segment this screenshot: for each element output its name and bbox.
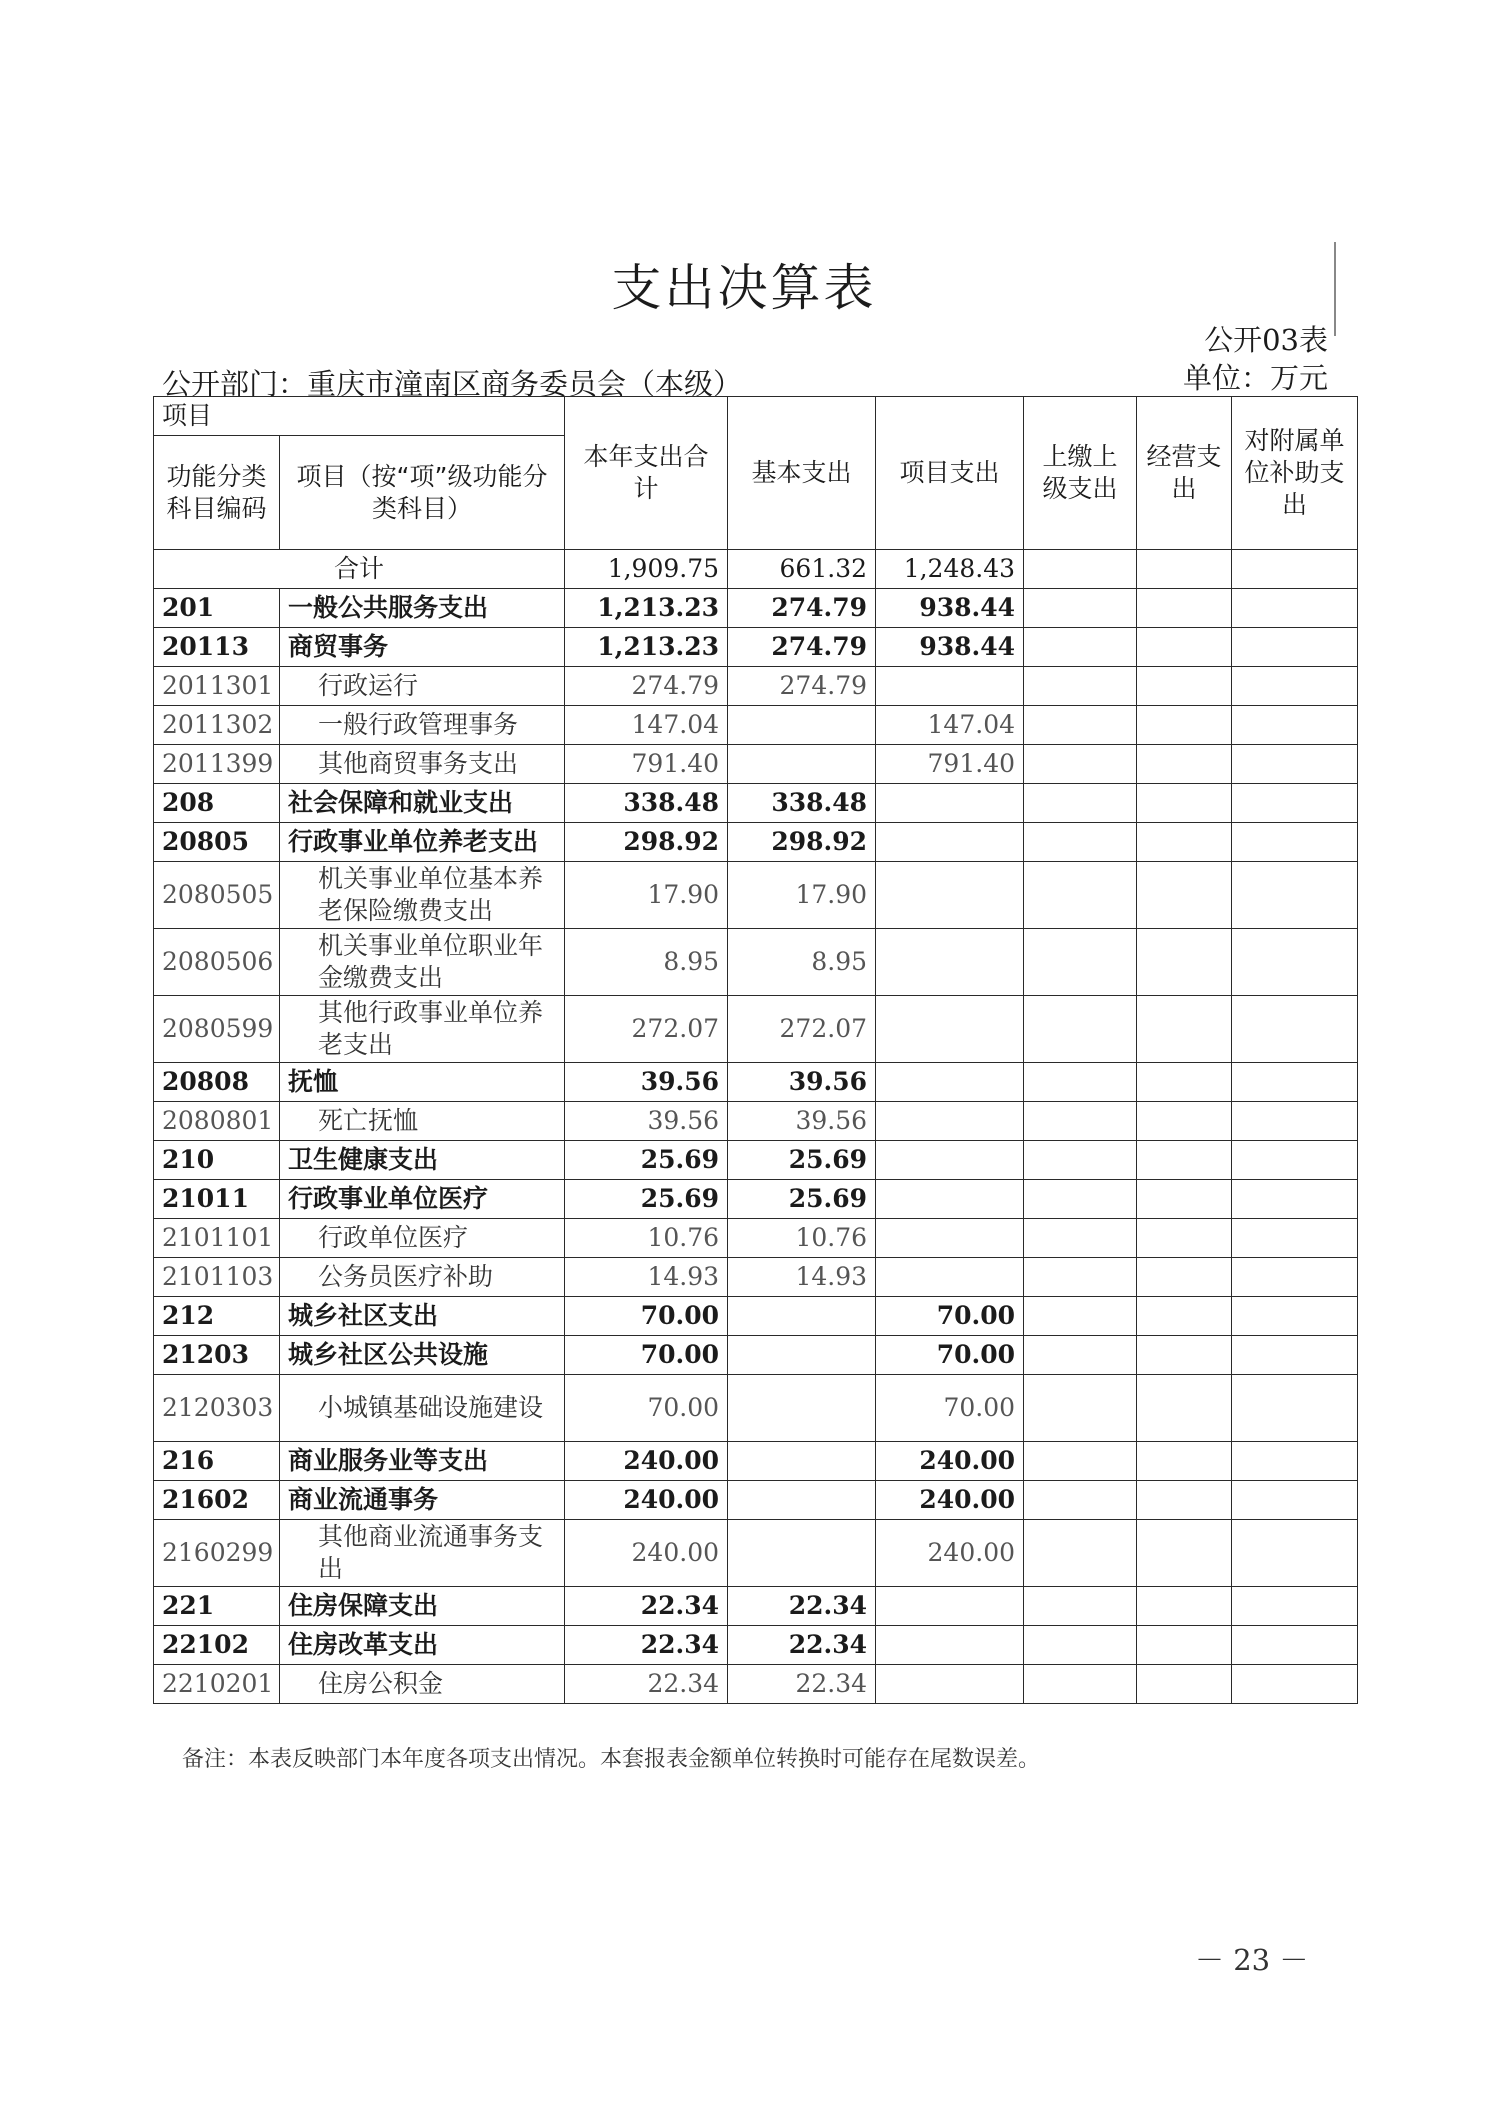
total-cell: 240.00: [565, 1520, 728, 1587]
superior-cell: [1024, 1375, 1137, 1442]
footnote: 备注：本表反映部门本年度各项支出情况。本套报表金额单位转换时可能存在尾数误差。: [182, 1747, 1041, 1772]
superior-cell: [1024, 1102, 1137, 1141]
name-cell: 死亡抚恤: [280, 1102, 565, 1141]
superior-cell: [1024, 862, 1137, 929]
code-cell: 2210201: [154, 1665, 280, 1704]
subsidy-cell: [1232, 1102, 1358, 1141]
business-cell: [1137, 996, 1232, 1063]
basic-cell: 274.79: [728, 589, 876, 628]
code-cell: 20808: [154, 1063, 280, 1102]
superior-cell: [1024, 1520, 1137, 1587]
code-cell: 2011301: [154, 667, 280, 706]
project-cell: [876, 1141, 1024, 1180]
name-cell: 住房公积金: [280, 1665, 565, 1704]
name-cell: 卫生健康支出: [280, 1141, 565, 1180]
table-row: [154, 1375, 1358, 1442]
total-cell: 39.56: [565, 1102, 728, 1141]
name-cell: 机关事业单位基本养老保险缴费支出: [280, 862, 565, 929]
superior-cell: [1024, 1665, 1137, 1704]
basic-cell: [728, 1297, 876, 1336]
table-row: [154, 1626, 1358, 1665]
subsidy-cell: [1232, 1626, 1358, 1665]
subsidy-cell: [1232, 996, 1358, 1063]
superior-cell: [1024, 628, 1137, 667]
basic-cell: 17.90: [728, 862, 876, 929]
project-cell: [876, 823, 1024, 862]
expenditure-table: [153, 396, 1358, 1704]
basic-cell: 338.48: [728, 784, 876, 823]
header-superior: 上缴上级支出: [1024, 397, 1137, 550]
total-basic: 661.32: [728, 550, 876, 589]
subsidy-cell: [1232, 1665, 1358, 1704]
table-row: [154, 929, 1358, 996]
business-cell: [1137, 1297, 1232, 1336]
name-cell: 商业流通事务: [280, 1481, 565, 1520]
superior-cell: [1024, 1258, 1137, 1297]
total-cell: 10.76: [565, 1219, 728, 1258]
superior-cell: [1024, 929, 1137, 996]
table-row: [154, 1102, 1358, 1141]
total-cell: 70.00: [565, 1375, 728, 1442]
project-cell: 240.00: [876, 1520, 1024, 1587]
table-row: [154, 1442, 1358, 1481]
header-code: 功能分类科目编码: [154, 436, 280, 550]
business-cell: [1137, 745, 1232, 784]
total-cell: 25.69: [565, 1180, 728, 1219]
basic-cell: 272.07: [728, 996, 876, 1063]
table-row: [154, 628, 1358, 667]
name-cell: 一般公共服务支出: [280, 589, 565, 628]
superior-cell: [1024, 784, 1137, 823]
subsidy-cell: [1232, 667, 1358, 706]
total-cell: 8.95: [565, 929, 728, 996]
total-cell: 298.92: [565, 823, 728, 862]
subsidy-cell: [1232, 929, 1358, 996]
subsidy-cell: [1232, 1141, 1358, 1180]
total-cell: 25.69: [565, 1141, 728, 1180]
name-cell: 行政运行: [280, 667, 565, 706]
business-cell: [1137, 667, 1232, 706]
superior-cell: [1024, 1141, 1137, 1180]
business-cell: [1137, 628, 1232, 667]
project-cell: 938.44: [876, 628, 1024, 667]
code-cell: 2080506: [154, 929, 280, 996]
project-cell: [876, 1219, 1024, 1258]
project-cell: 938.44: [876, 589, 1024, 628]
business-cell: [1137, 784, 1232, 823]
table-row: [154, 1481, 1358, 1520]
project-cell: 791.40: [876, 745, 1024, 784]
superior-cell: [1024, 1481, 1137, 1520]
total-cell: 70.00: [565, 1297, 728, 1336]
code-cell: 2011399: [154, 745, 280, 784]
total-cell: 791.40: [565, 745, 728, 784]
basic-cell: 298.92: [728, 823, 876, 862]
basic-cell: 8.95: [728, 929, 876, 996]
subsidy-cell: [1232, 1520, 1358, 1587]
project-cell: 147.04: [876, 706, 1024, 745]
business-cell: [1137, 1102, 1232, 1141]
unit-label: 单位：万元: [1182, 361, 1328, 395]
header-subsidy: 对附属单位补助支出: [1232, 397, 1358, 550]
superior-cell: [1024, 745, 1137, 784]
header-project: 项目: [154, 397, 565, 436]
business-cell: [1137, 1219, 1232, 1258]
total-row: [154, 550, 1358, 589]
table-row: [154, 1665, 1358, 1704]
total-project: 1,248.43: [876, 550, 1024, 589]
basic-cell: 22.34: [728, 1626, 876, 1665]
table-row: [154, 823, 1358, 862]
basic-cell: [728, 1481, 876, 1520]
code-cell: 20113: [154, 628, 280, 667]
code-cell: 21203: [154, 1336, 280, 1375]
header-basic: 基本支出: [728, 397, 876, 550]
business-cell: [1137, 1141, 1232, 1180]
code-cell: 2080801: [154, 1102, 280, 1141]
subsidy-cell: [1232, 1297, 1358, 1336]
total-cell: 272.07: [565, 996, 728, 1063]
name-cell: 其他商业流通事务支出: [280, 1520, 565, 1587]
table-row: [154, 1297, 1358, 1336]
business-cell: [1137, 1665, 1232, 1704]
table-row: [154, 589, 1358, 628]
basic-cell: 10.76: [728, 1219, 876, 1258]
name-cell: 其他行政事业单位养老支出: [280, 996, 565, 1063]
header-total: 本年支出合计: [565, 397, 728, 550]
project-cell: [876, 1102, 1024, 1141]
name-cell: 商业服务业等支出: [280, 1442, 565, 1481]
superior-cell: [1024, 823, 1137, 862]
total-amount: 1,909.75: [565, 550, 728, 589]
code-cell: 2120303: [154, 1375, 280, 1442]
basic-cell: [728, 1520, 876, 1587]
business-cell: [1137, 1587, 1232, 1626]
business-cell: [1137, 706, 1232, 745]
subsidy-cell: [1232, 1219, 1358, 1258]
subsidy-cell: [1232, 1442, 1358, 1481]
header-business: 经营支出: [1137, 397, 1232, 550]
superior-cell: [1024, 1297, 1137, 1336]
table-row: [154, 1258, 1358, 1297]
table-row: [154, 1587, 1358, 1626]
project-cell: [876, 1258, 1024, 1297]
project-cell: [876, 1626, 1024, 1665]
total-cell: 17.90: [565, 862, 728, 929]
department-label: 公开部门：重庆市潼南区商务委员会（本级）: [162, 367, 743, 401]
basic-cell: 25.69: [728, 1180, 876, 1219]
basic-cell: 274.79: [728, 667, 876, 706]
superior-cell: [1024, 1336, 1137, 1375]
total-cell: 1,213.23: [565, 628, 728, 667]
page-number: － 23 －: [1195, 1943, 1309, 1977]
project-cell: [876, 1063, 1024, 1102]
superior-cell: [1024, 996, 1137, 1063]
subsidy-cell: [1232, 589, 1358, 628]
business-cell: [1137, 823, 1232, 862]
superior-cell: [1024, 589, 1137, 628]
superior-cell: [1024, 1442, 1137, 1481]
name-cell: 行政事业单位养老支出: [280, 823, 565, 862]
name-cell: 城乡社区支出: [280, 1297, 565, 1336]
subsidy-cell: [1232, 628, 1358, 667]
total-business: [1137, 550, 1232, 589]
business-cell: [1137, 862, 1232, 929]
business-cell: [1137, 1063, 1232, 1102]
basic-cell: 25.69: [728, 1141, 876, 1180]
table-row: [154, 784, 1358, 823]
basic-cell: [728, 1336, 876, 1375]
total-cell: 22.34: [565, 1587, 728, 1626]
subsidy-cell: [1232, 1587, 1358, 1626]
business-cell: [1137, 1520, 1232, 1587]
total-cell: 240.00: [565, 1481, 728, 1520]
name-cell: 社会保障和就业支出: [280, 784, 565, 823]
code-cell: 216: [154, 1442, 280, 1481]
subsidy-cell: [1232, 1258, 1358, 1297]
page-title: 支出决算表: [611, 259, 877, 317]
table-row: [154, 667, 1358, 706]
basic-cell: [728, 1375, 876, 1442]
code-cell: 2101103: [154, 1258, 280, 1297]
code-cell: 2160299: [154, 1520, 280, 1587]
subsidy-cell: [1232, 745, 1358, 784]
total-cell: 70.00: [565, 1336, 728, 1375]
code-cell: 21602: [154, 1481, 280, 1520]
code-cell: 2011302: [154, 706, 280, 745]
project-cell: [876, 1180, 1024, 1219]
name-cell: 行政单位医疗: [280, 1219, 565, 1258]
name-cell: 住房改革支出: [280, 1626, 565, 1665]
name-cell: 商贸事务: [280, 628, 565, 667]
total-cell: 240.00: [565, 1442, 728, 1481]
total-superior: [1024, 550, 1137, 589]
superior-cell: [1024, 706, 1137, 745]
basic-cell: 39.56: [728, 1063, 876, 1102]
total-label: 合计: [154, 550, 565, 589]
name-cell: 机关事业单位职业年金缴费支出: [280, 929, 565, 996]
business-cell: [1137, 1481, 1232, 1520]
code-cell: 2080505: [154, 862, 280, 929]
table-row: [154, 1520, 1358, 1587]
subsidy-cell: [1232, 784, 1358, 823]
code-cell: 2101101: [154, 1219, 280, 1258]
table-row: [154, 1336, 1358, 1375]
superior-cell: [1024, 1219, 1137, 1258]
superior-cell: [1024, 1587, 1137, 1626]
code-cell: 210: [154, 1141, 280, 1180]
superior-cell: [1024, 1180, 1137, 1219]
project-cell: [876, 929, 1024, 996]
business-cell: [1137, 1375, 1232, 1442]
subsidy-cell: [1232, 823, 1358, 862]
subsidy-cell: [1232, 862, 1358, 929]
total-cell: 39.56: [565, 1063, 728, 1102]
project-cell: 70.00: [876, 1297, 1024, 1336]
table-row: [154, 1063, 1358, 1102]
project-cell: [876, 996, 1024, 1063]
header-project-expenditure: 项目支出: [876, 397, 1024, 550]
basic-cell: 39.56: [728, 1102, 876, 1141]
name-cell: 城乡社区公共设施: [280, 1336, 565, 1375]
superior-cell: [1024, 1626, 1137, 1665]
total-cell: 1,213.23: [565, 589, 728, 628]
code-cell: 20805: [154, 823, 280, 862]
project-cell: [876, 1665, 1024, 1704]
scan-edge-line: [1334, 242, 1336, 336]
name-cell: 行政事业单位医疗: [280, 1180, 565, 1219]
name-cell: 抚恤: [280, 1063, 565, 1102]
form-number: 公开03表: [1204, 323, 1328, 357]
table-row: [154, 862, 1358, 929]
name-cell: 小城镇基础设施建设: [280, 1375, 565, 1442]
superior-cell: [1024, 667, 1137, 706]
total-cell: 147.04: [565, 706, 728, 745]
table-body: [154, 550, 1358, 1704]
total-cell: 338.48: [565, 784, 728, 823]
business-cell: [1137, 1442, 1232, 1481]
project-cell: [876, 862, 1024, 929]
total-cell: 22.34: [565, 1626, 728, 1665]
basic-cell: 22.34: [728, 1665, 876, 1704]
basic-cell: 14.93: [728, 1258, 876, 1297]
code-cell: 21011: [154, 1180, 280, 1219]
total-subsidy: [1232, 550, 1358, 589]
project-cell: 240.00: [876, 1481, 1024, 1520]
project-cell: 70.00: [876, 1375, 1024, 1442]
basic-cell: 22.34: [728, 1587, 876, 1626]
business-cell: [1137, 929, 1232, 996]
basic-cell: [728, 745, 876, 784]
name-cell: 其他商贸事务支出: [280, 745, 565, 784]
basic-cell: [728, 1442, 876, 1481]
code-cell: 221: [154, 1587, 280, 1626]
project-cell: [876, 1587, 1024, 1626]
table-row: [154, 1180, 1358, 1219]
subsidy-cell: [1232, 1481, 1358, 1520]
subsidy-cell: [1232, 1063, 1358, 1102]
business-cell: [1137, 1626, 1232, 1665]
basic-cell: 274.79: [728, 628, 876, 667]
header-name: 项目（按“项”级功能分类科目）: [280, 436, 565, 550]
business-cell: [1137, 1336, 1232, 1375]
code-cell: 212: [154, 1297, 280, 1336]
superior-cell: [1024, 1063, 1137, 1102]
code-cell: 201: [154, 589, 280, 628]
subsidy-cell: [1232, 706, 1358, 745]
code-cell: 2080599: [154, 996, 280, 1063]
total-cell: 14.93: [565, 1258, 728, 1297]
name-cell: 公务员医疗补助: [280, 1258, 565, 1297]
project-cell: 240.00: [876, 1442, 1024, 1481]
table-row: [154, 745, 1358, 784]
subsidy-cell: [1232, 1375, 1358, 1442]
project-cell: [876, 667, 1024, 706]
business-cell: [1137, 589, 1232, 628]
code-cell: 208: [154, 784, 280, 823]
business-cell: [1137, 1258, 1232, 1297]
name-cell: 一般行政管理事务: [280, 706, 565, 745]
subsidy-cell: [1232, 1336, 1358, 1375]
name-cell: 住房保障支出: [280, 1587, 565, 1626]
project-cell: 70.00: [876, 1336, 1024, 1375]
project-cell: [876, 784, 1024, 823]
basic-cell: [728, 706, 876, 745]
subsidy-cell: [1232, 1180, 1358, 1219]
business-cell: [1137, 1180, 1232, 1219]
table-row: [154, 706, 1358, 745]
table-row: [154, 1219, 1358, 1258]
code-cell: 22102: [154, 1626, 280, 1665]
table-row: [154, 1141, 1358, 1180]
total-cell: 22.34: [565, 1665, 728, 1704]
table-row: [154, 996, 1358, 1063]
total-cell: 274.79: [565, 667, 728, 706]
